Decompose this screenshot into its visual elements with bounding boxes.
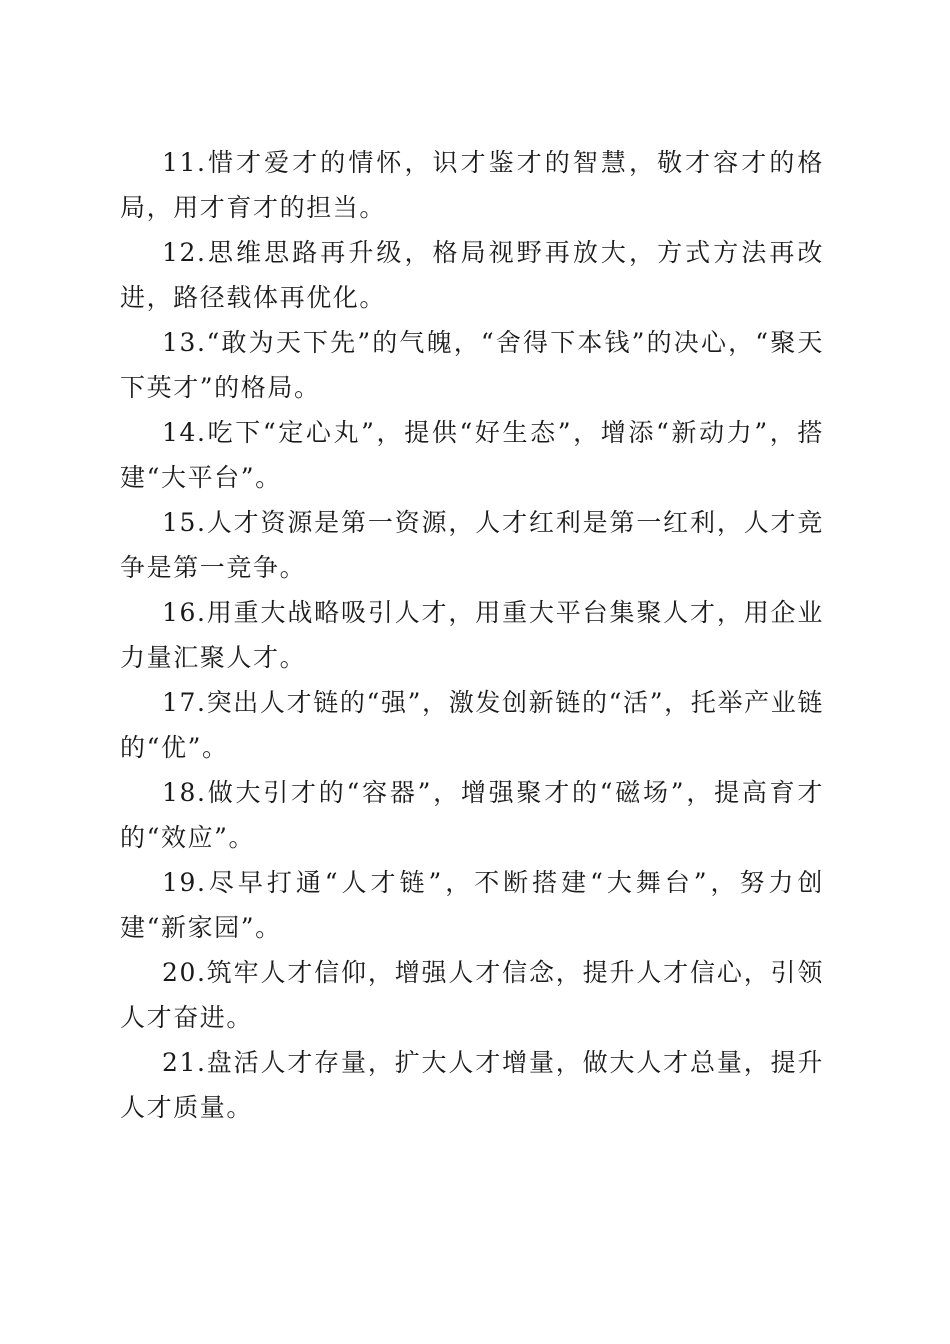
paragraph-17: 17.突出人才链的“强”，激发创新链的“活”，托举产业链的“优”。	[120, 688, 824, 762]
paragraph-20: 20.筑牢人才信仰，增强人才信念，提升人才信心，引领人才奋进。	[120, 958, 824, 1032]
paragraph-11: 11.惜才爱才的情怀，识才鉴才的智慧，敬才容才的格局，用才育才的担当。	[120, 148, 824, 222]
document-body	[120, 140, 824, 1130]
paragraph-13: 13.“敢为天下先”的气魄，“舍得下本钱”的决心，“聚天下英才”的格局。	[120, 328, 824, 402]
paragraph-12: 12.思维思路再升级，格局视野再放大，方式方法再改进，路径载体再优化。	[120, 238, 824, 312]
paragraph-14: 14.吃下“定心丸”，提供“好生态”，增添“新动力”，搭建“大平台”。	[120, 418, 824, 492]
paragraph-15: 15.人才资源是第一资源，人才红利是第一红利，人才竞争是第一竞争。	[120, 508, 824, 582]
paragraph-18: 18.做大引才的“容器”，增强聚才的“磁场”，提高育才的“效应”。	[120, 778, 824, 852]
paragraph-16: 16.用重大战略吸引人才，用重大平台集聚人才，用企业力量汇聚人才。	[120, 598, 824, 672]
paragraph-19: 19.尽早打通“人才链”，不断搭建“大舞台”，努力创建“新家园”。	[120, 868, 824, 942]
paragraph-21: 21.盘活人才存量，扩大人才增量，做大人才总量，提升人才质量。	[120, 1048, 824, 1122]
